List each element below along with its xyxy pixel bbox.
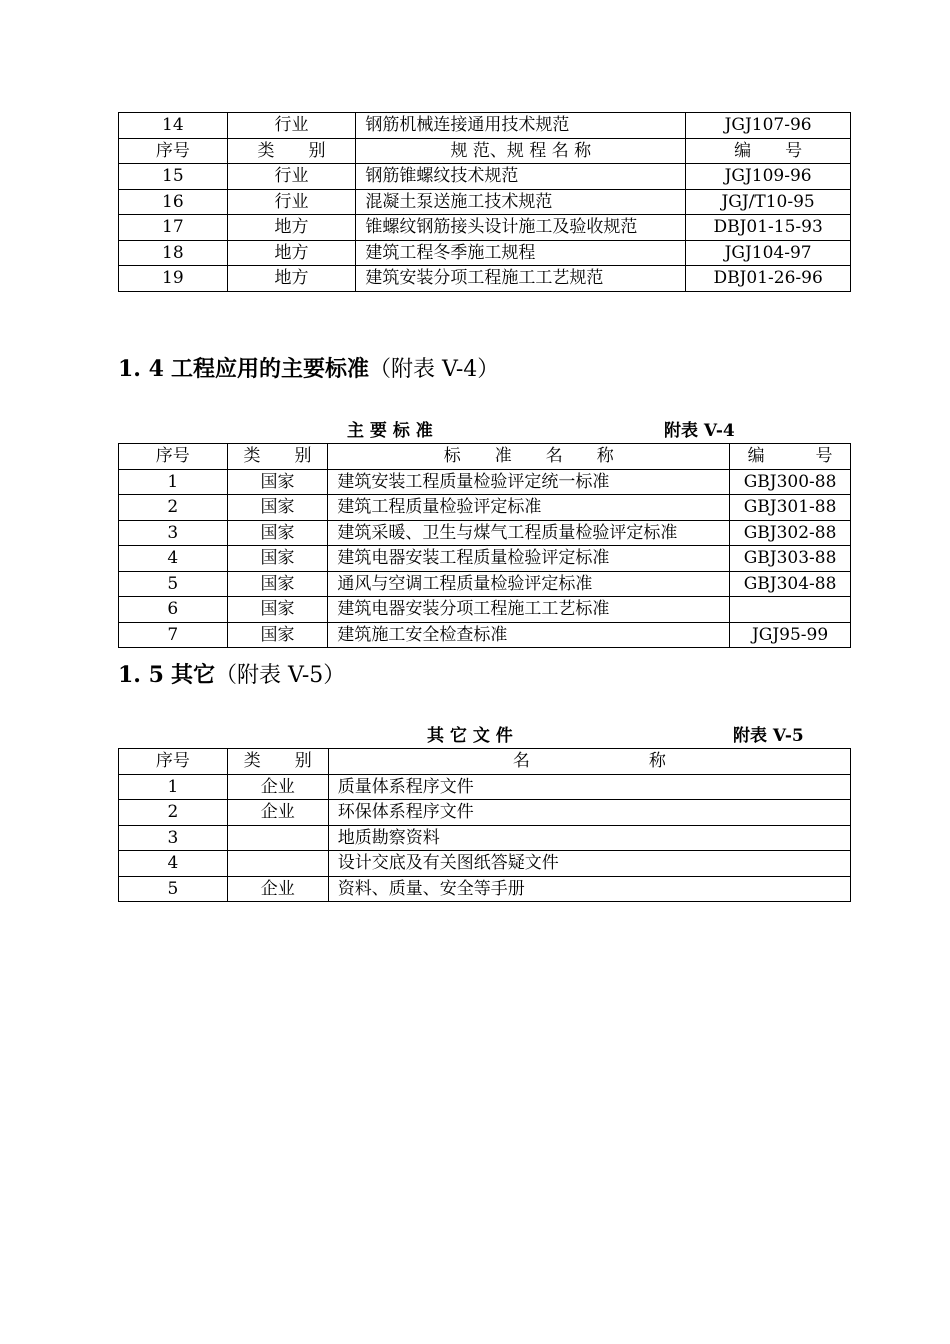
cell-category: 行业 [227,189,356,215]
table-row [119,825,851,851]
cell-name: 混凝土泵送施工技术规范 [356,189,686,215]
section-note: （附表 V-5） [214,663,346,688]
cell-seq: 15 [119,164,228,190]
cell-code: GBJ300-88 [730,469,851,495]
cell-category: 行业 [227,164,356,190]
cell-code: JGJ109-96 [686,164,851,190]
cell-code: JGJ95-99 [730,622,851,648]
table-header-row [119,138,851,164]
cell-code: JGJ107-96 [686,113,851,139]
cell-name: 质量体系程序文件 [328,774,850,800]
cell-category: 国家 [227,520,328,546]
standards-table-continued [118,112,851,292]
cell-name: 建筑工程质量检验评定标准 [328,495,730,521]
table-row [119,164,851,190]
table-caption: 其 它 文 件 [427,726,513,746]
header-name: 标 准 名 称 [328,444,730,470]
cell-code: DBJ01-15-93 [686,215,851,241]
cell-category: 地方 [227,266,356,292]
section-number: 1. 4 [118,356,164,382]
cell-category: 企业 [227,876,328,902]
cell-seq: 18 [119,240,228,266]
cell-category: 国家 [227,495,328,521]
table-row [119,800,851,826]
cell-seq: 7 [119,622,228,648]
main-standards-table [118,443,851,648]
cell-category: 地方 [227,240,356,266]
cell-category: 国家 [227,571,328,597]
cell-seq: 6 [119,597,228,623]
table-row [119,215,851,241]
cell-code: GBJ304-88 [730,571,851,597]
cell-name: 通风与空调工程质量检验评定标准 [328,571,730,597]
table-row [119,571,851,597]
cell-seq: 4 [119,546,228,572]
cell-category: 地方 [227,215,356,241]
cell-code: GBJ302-88 [730,520,851,546]
cell-name: 钢筋机械连接通用技术规范 [356,113,686,139]
cell-category: 国家 [227,546,328,572]
table-header-row [119,749,851,775]
cell-seq: 3 [119,825,228,851]
cell-name: 建筑安装分项工程施工工艺规范 [356,266,686,292]
cell-name: 建筑采暖、卫生与煤气工程质量检验评定标准 [328,520,730,546]
header-code: 编 号 [686,138,851,164]
appendix-label: 附表 V-5 [733,726,804,746]
header-category: 类 别 [227,749,328,775]
cell-name: 建筑电器安装分项工程施工工艺标准 [328,597,730,623]
cell-name: 钢筋锥螺纹技术规范 [356,164,686,190]
table-row [119,189,851,215]
cell-name: 建筑安装工程质量检验评定统一标准 [328,469,730,495]
appendix-label: 附表 V-4 [664,421,735,441]
table-row [119,546,851,572]
cell-category: 国家 [227,622,328,648]
cell-name: 资料、质量、安全等手册 [328,876,850,902]
cell-name: 建筑电器安装工程质量检验评定标准 [328,546,730,572]
table-row [119,495,851,521]
cell-code: JGJ104-97 [686,240,851,266]
table-row [119,876,851,902]
header-category: 类 别 [227,444,328,470]
cell-seq: 14 [119,113,228,139]
header-name: 名 称 [328,749,850,775]
table-row [119,622,851,648]
cell-seq: 16 [119,189,228,215]
cell-seq: 5 [119,571,228,597]
cell-code: GBJ301-88 [730,495,851,521]
cell-code: JGJ/T10-95 [686,189,851,215]
cell-seq: 2 [119,800,228,826]
section-heading-1-5 [118,660,345,691]
cell-category [227,825,328,851]
cell-category: 企业 [227,774,328,800]
cell-seq: 4 [119,851,228,877]
table-row [119,520,851,546]
cell-code: GBJ303-88 [730,546,851,572]
table-row [119,240,851,266]
cell-code: DBJ01-26-96 [686,266,851,292]
cell-name: 设计交底及有关图纸答疑文件 [328,851,850,877]
cell-seq: 2 [119,495,228,521]
cell-category: 国家 [227,469,328,495]
cell-name: 环保体系程序文件 [328,800,850,826]
cell-name: 锥螺纹钢筋接头设计施工及验收规范 [356,215,686,241]
table-row [119,113,851,139]
cell-category: 行业 [227,113,356,139]
table-row [119,469,851,495]
cell-name: 建筑工程冬季施工规程 [356,240,686,266]
header-category: 类 别 [227,138,356,164]
section-title: 其它 [170,662,215,688]
table-row [119,774,851,800]
section-note: （附表 V-4） [368,357,500,382]
other-documents-table [118,748,851,902]
cell-category [227,851,328,877]
header-seq: 序号 [119,138,228,164]
cell-seq: 3 [119,520,228,546]
table-row [119,597,851,623]
cell-seq: 17 [119,215,228,241]
cell-code [730,597,851,623]
table-header-row [119,444,851,470]
section-heading-1-4 [118,354,499,385]
cell-name: 地质勘察资料 [328,825,850,851]
cell-category: 国家 [227,597,328,623]
header-name: 规 范、规 程 名 称 [356,138,686,164]
header-seq: 序号 [119,444,228,470]
section-number: 1. 5 [118,662,164,688]
cell-seq: 5 [119,876,228,902]
table-row [119,851,851,877]
section-title: 工程应用的主要标准 [170,356,369,382]
cell-seq: 1 [119,469,228,495]
header-code: 编 号 [730,444,851,470]
cell-name: 建筑施工安全检查标准 [328,622,730,648]
header-seq: 序号 [119,749,228,775]
cell-seq: 19 [119,266,228,292]
cell-seq: 1 [119,774,228,800]
cell-category: 企业 [227,800,328,826]
table-caption: 主 要 标 准 [347,421,433,441]
table-row [119,266,851,292]
